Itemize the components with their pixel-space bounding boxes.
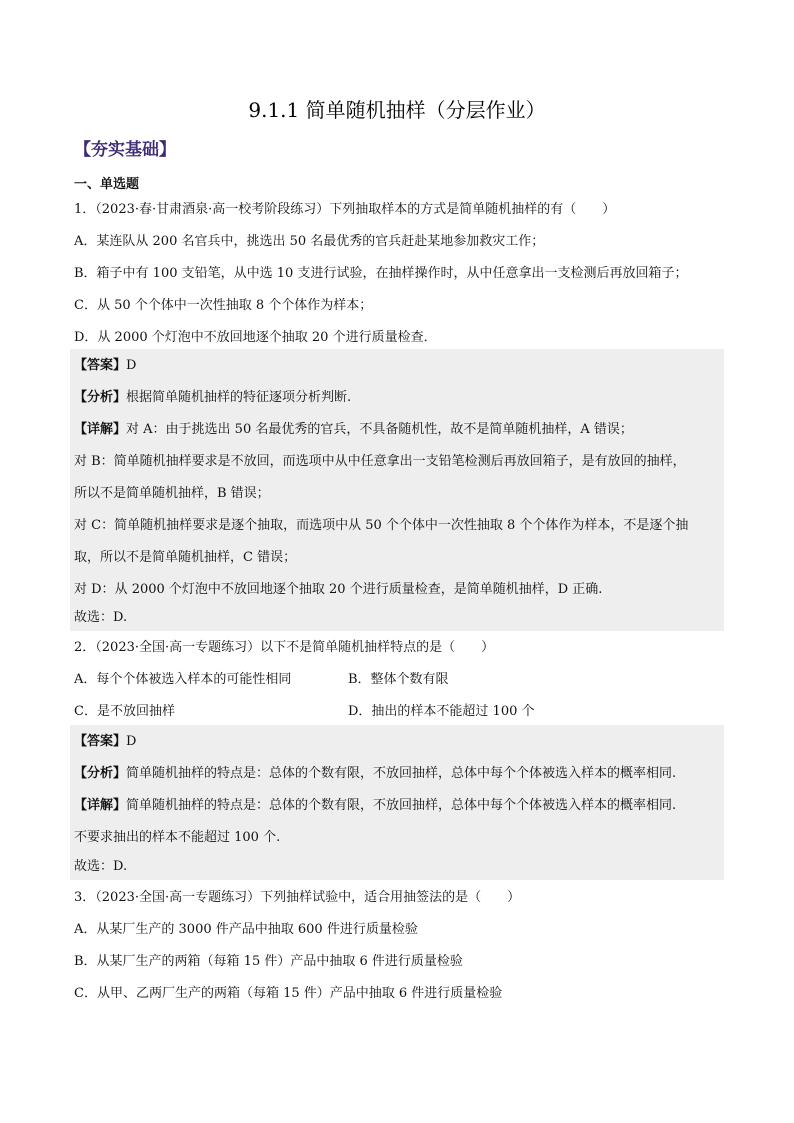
q2-analysis (74, 765, 726, 783)
q2-stem: 2．（2023·全国·高一专题练习）以下不是简单随机抽样特点的是（ ） (74, 640, 495, 655)
q1-answer (74, 357, 726, 375)
q1-option-b: B．箱子中有 100 支铅笔，从中选 10 支进行试验，在抽样操作时，从中任意拿出一支检测后再放回箱子； (74, 266, 688, 281)
q1-detail-line: 对 B：简单随机抽样要求是不放回，而选项中从中任意拿出一支铅笔检测后再放回箱子，是有放回的抽样， (74, 454, 686, 469)
q1-detail-line: 所以不是简单随机抽样，B 错误； (74, 486, 270, 501)
detail-tag: 【详解】 (74, 798, 127, 813)
q2-options-row-2 (74, 703, 726, 721)
analysis-tag: 【分析】 (74, 766, 127, 781)
q1-detail-line: 故选：D. (74, 610, 128, 625)
q2-detail-line: 故选：D. (74, 859, 128, 874)
page-title: 9.1.1 简单随机抽样（分层作业） (248, 98, 546, 122)
detail-text: 简单随机抽样的特点是：总体的个数有限，不放回抽样，总体中每个个体被选入样本的概率相同. (126, 798, 677, 813)
q2-options-row-1 (74, 671, 726, 689)
q3-option-c: C．从甲、乙两厂生产的两箱（每箱 15 件）产品中抽取 6 件进行质量检验 (74, 986, 503, 1001)
answer-value: D (126, 734, 137, 749)
q1-detail-line: 对 C：简单随机抽样要求是逐个抽取，而选项中从 50 个个体中一次性抽取 8 个个体作为样本，不是逐个抽 (74, 518, 689, 533)
answer-value: D (126, 358, 137, 373)
q1-detail-line: 对 D：从 2000 个灯泡中不放回地逐个抽取 20 个进行质量检查，是简单随机抽样，D 正确. (74, 582, 603, 597)
analysis-text: 简单随机抽样的特点是：总体的个数有限，不放回抽样，总体中每个个体被选入样本的概率相同. (126, 766, 677, 781)
answer-tag: 【答案】 (74, 358, 127, 373)
q1-analysis (74, 389, 726, 407)
q1-option-a: A．某连队从 200 名官兵中，挑选出 50 名最优秀的官兵赶赴某地参加救灾工作； (74, 234, 545, 249)
answer-tag: 【答案】 (74, 734, 127, 749)
q1-option-c: C．从 50 个个体中一次性抽取 8 个个体作为样本； (74, 298, 373, 313)
q2-detail-line: 不要求抽出的样本不能超过 100 个. (74, 830, 281, 845)
q1-detail-line: 取，所以不是简单随机抽样，C 错误； (74, 550, 297, 565)
q1-detail-line (74, 421, 726, 439)
section-heading: 【夯实基础】 (74, 140, 176, 160)
q3-stem: 3．（2023·全国·高一专题练习）下列抽样试验中，适合用抽签法的是（ ） (74, 890, 521, 905)
q2-answer (74, 733, 726, 751)
detail-tag: 【详解】 (74, 422, 127, 437)
q2-option-a: A．每个个体被选入样本的可能性相同 (74, 672, 292, 687)
detail-text: 对 A：由于挑选出 50 名最优秀的官兵，不具备随机性，故不是简单随机抽样，A 错误； (126, 422, 633, 437)
analysis-tag: 【分析】 (74, 390, 127, 405)
q1-option-d: D．从 2000 个灯泡中不放回地逐个抽取 20 个进行质量检查． (74, 330, 437, 345)
q1-stem: 1．（2023·春·甘肃酒泉·高一校考阶段练习）下列抽取样本的方式是简单随机抽样的有（ ） (74, 202, 616, 217)
subsection-heading: 一、单选题 (74, 177, 140, 192)
q3-option-b: B．从某厂生产的两箱（每箱 15 件）产品中抽取 6 件进行质量检验 (74, 954, 463, 969)
q2-option-b: B．整体个数有限 (348, 672, 449, 687)
q3-option-a: A．从某厂生产的 3000 件产品中抽取 600 件进行质量检验 (74, 922, 418, 937)
q2-detail-line (74, 797, 726, 815)
analysis-text: 根据简单随机抽样的特征逐项分析判断. (126, 390, 352, 405)
q2-option-d: D．抽出的样本不能超过 100 个 (348, 704, 535, 719)
q2-option-c: C．是不放回抽样 (74, 704, 175, 719)
